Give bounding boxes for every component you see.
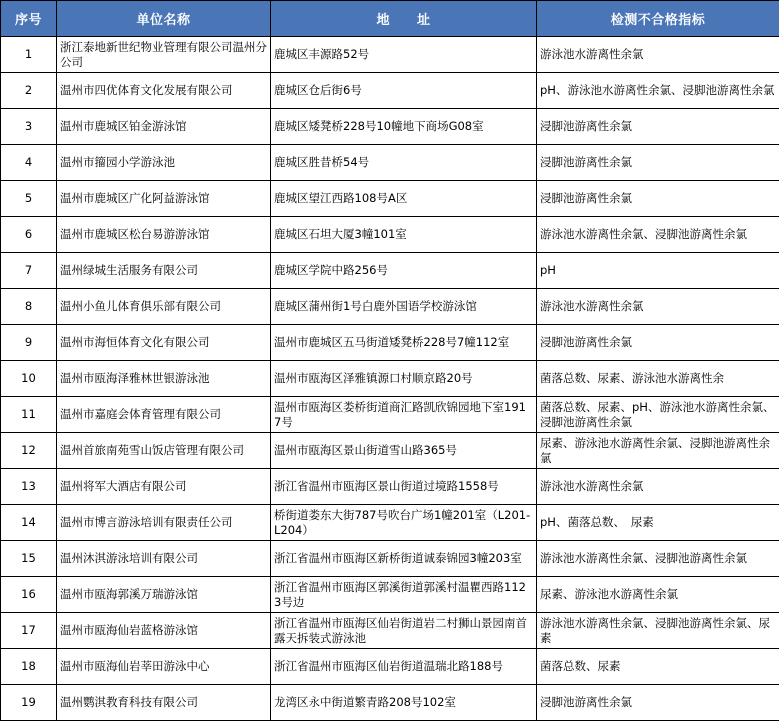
cell-address: 鹿城区仓后街6号 xyxy=(271,73,537,109)
cell-no: 8 xyxy=(1,289,57,325)
cell-name: 温州小鱼儿体育俱乐部有限公司 xyxy=(57,289,271,325)
cell-address: 浙江省温州市瓯海区新桥街道诚泰锦园3幢203室 xyxy=(271,541,537,577)
cell-issue: 尿素、游泳池水游离性余氯、浸脚池游离性余氯 xyxy=(537,433,779,469)
cell-no: 14 xyxy=(1,505,57,541)
table-row xyxy=(1,73,779,109)
header-issue: 检测不合格指标 xyxy=(537,1,779,37)
cell-issue: 浸脚池游离性余氯 xyxy=(537,109,779,145)
cell-address: 温州市鹿城区五马街道矮凳桥228号7幢112室 xyxy=(271,325,537,361)
table-row xyxy=(1,577,779,613)
cell-issue: 菌落总数、尿素、pH、游泳池水游离性余氯、浸脚池游离性余氯 xyxy=(537,397,779,433)
table-row xyxy=(1,37,779,73)
cell-address: 鹿城区石坦大厦3幢101室 xyxy=(271,217,537,253)
table-row xyxy=(1,469,779,505)
cell-name: 温州市瓯海泽雅林世银游泳池 xyxy=(57,361,271,397)
table-row xyxy=(1,613,779,649)
cell-issue: 游泳池水游离性余氯、浸脚池游离性余氯 xyxy=(537,541,779,577)
cell-address: 鹿城区学院中路256号 xyxy=(271,253,537,289)
cell-issue: 游泳池水游离性余氯 xyxy=(537,469,779,505)
cell-name: 温州市瓯海仙岩莘田游泳中心 xyxy=(57,649,271,685)
table-row xyxy=(1,289,779,325)
cell-no: 3 xyxy=(1,109,57,145)
cell-name: 温州市嘉庭会体育管理有限公司 xyxy=(57,397,271,433)
cell-no: 12 xyxy=(1,433,57,469)
cell-no: 17 xyxy=(1,613,57,649)
cell-issue: 浸脚池游离性余氯 xyxy=(537,181,779,217)
cell-issue: 尿素、游泳池水游离性余氯 xyxy=(537,577,779,613)
cell-no: 16 xyxy=(1,577,57,613)
cell-no: 1 xyxy=(1,37,57,73)
cell-no: 18 xyxy=(1,649,57,685)
cell-address: 鹿城区望江西路108号A区 xyxy=(271,181,537,217)
cell-address: 鹿城区矮凳桥228号10幢地下商场G08室 xyxy=(271,109,537,145)
cell-issue: 游泳池水游离性余氯 xyxy=(537,37,779,73)
cell-no: 15 xyxy=(1,541,57,577)
cell-issue: 菌落总数、尿素、游泳池水游离性余 xyxy=(537,361,779,397)
cell-name: 温州市瓯海仙岩蓝格游泳馆 xyxy=(57,613,271,649)
table-row xyxy=(1,217,779,253)
cell-no: 6 xyxy=(1,217,57,253)
cell-name: 温州市鹿城区松台易游游泳馆 xyxy=(57,217,271,253)
cell-name: 温州市瓯海郭溪万瑞游泳馆 xyxy=(57,577,271,613)
cell-issue: 游泳池水游离性余氯 xyxy=(537,289,779,325)
cell-name: 温州鹦淇教育科技有限公司 xyxy=(57,685,271,721)
cell-name: 温州市博言游泳培训有限责任公司 xyxy=(57,505,271,541)
cell-no: 5 xyxy=(1,181,57,217)
cell-address: 浙江省温州市瓯海区景山街道过境路1558号 xyxy=(271,469,537,505)
cell-name: 温州市海恒体育文化有限公司 xyxy=(57,325,271,361)
cell-no: 2 xyxy=(1,73,57,109)
cell-name: 温州市鹿城区广化阿益游泳馆 xyxy=(57,181,271,217)
header-row xyxy=(1,1,779,37)
cell-address: 温州市瓯海区娄桥街道商汇路凯欣锦园地下室1917号 xyxy=(271,397,537,433)
table-row xyxy=(1,109,779,145)
table-row xyxy=(1,433,779,469)
cell-no: 11 xyxy=(1,397,57,433)
cell-name: 浙江泰地新世纪物业管理有限公司温州分公司 xyxy=(57,37,271,73)
table-row xyxy=(1,145,779,181)
cell-address: 浙江省温州市瓯海区仙岩街道温瑞北路188号 xyxy=(271,649,537,685)
cell-issue: 游泳池水游离性余氯、浸脚池游离性余氯 xyxy=(537,217,779,253)
cell-name: 温州首旅南苑雪山饭店管理有限公司 xyxy=(57,433,271,469)
cell-name: 温州市四优体育文化发展有限公司 xyxy=(57,73,271,109)
cell-no: 9 xyxy=(1,325,57,361)
table-row xyxy=(1,181,779,217)
cell-address: 桥街道娄东大街787号吹台广场1幢201室（L201-L204） xyxy=(271,505,537,541)
cell-issue: pH xyxy=(537,253,779,289)
cell-issue: 浸脚池游离性余氯 xyxy=(537,145,779,181)
table-row xyxy=(1,361,779,397)
cell-address: 鹿城区丰源路52号 xyxy=(271,37,537,73)
cell-address: 龙湾区永中街道繁青路208号102室 xyxy=(271,685,537,721)
table-row xyxy=(1,685,779,721)
cell-no: 7 xyxy=(1,253,57,289)
table-row xyxy=(1,649,779,685)
cell-issue: 菌落总数、尿素 xyxy=(537,649,779,685)
cell-address: 浙江省温州市瓯海区仙岩街道岩二村狮山景园南首露天拆装式游泳池 xyxy=(271,613,537,649)
cell-name: 温州市鹿城区铂金游泳馆 xyxy=(57,109,271,145)
cell-name: 温州将军大酒店有限公司 xyxy=(57,469,271,505)
cell-address: 鹿城区蒲州街1号白鹿外国语学校游泳馆 xyxy=(271,289,537,325)
cell-address: 鹿城区胜昔桥54号 xyxy=(271,145,537,181)
cell-name: 温州沐淇游泳培训有限公司 xyxy=(57,541,271,577)
cell-no: 10 xyxy=(1,361,57,397)
cell-no: 19 xyxy=(1,685,57,721)
table-row xyxy=(1,325,779,361)
cell-issue: 游泳池水游离性余氯、浸脚池游离性余氯、尿素 xyxy=(537,613,779,649)
cell-issue: 浸脚池游离性余氯 xyxy=(537,325,779,361)
cell-issue: 浸脚池游离性余氯 xyxy=(537,685,779,721)
table-row xyxy=(1,505,779,541)
cell-name: 温州市籀园小学游泳池 xyxy=(57,145,271,181)
cell-issue: pH、菌落总数、 尿素 xyxy=(537,505,779,541)
cell-issue: pH、游泳池水游离性余氯、浸脚池游离性余氯 xyxy=(537,73,779,109)
table-row xyxy=(1,397,779,433)
header-no: 序号 xyxy=(1,1,57,37)
cell-no: 13 xyxy=(1,469,57,505)
cell-address: 温州市瓯海区泽雅镇源口村顺京路20号 xyxy=(271,361,537,397)
table-row xyxy=(1,253,779,289)
cell-no: 4 xyxy=(1,145,57,181)
header-address: 地 址 xyxy=(271,1,537,37)
cell-address: 温州市瓯海区景山街道雪山路365号 xyxy=(271,433,537,469)
table-row xyxy=(1,541,779,577)
cell-address: 浙江省温州市瓯海区郭溪街道郭溪村温瞿西路1123号边 xyxy=(271,577,537,613)
header-name: 单位名称 xyxy=(57,1,271,37)
cell-name: 温州绿城生活服务有限公司 xyxy=(57,253,271,289)
